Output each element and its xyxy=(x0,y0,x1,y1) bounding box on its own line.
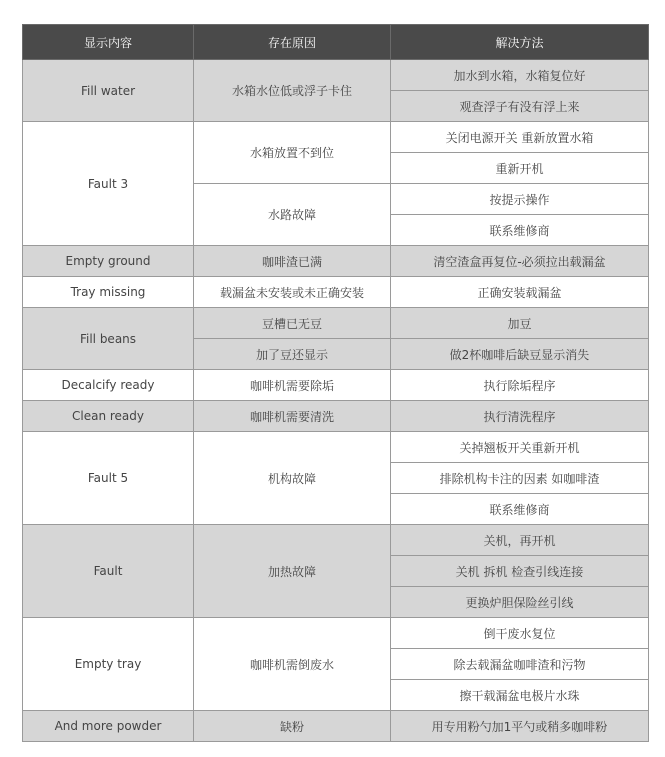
solution-cell: 联系维修商 xyxy=(391,494,649,525)
cause-cell: 载漏盆未安装或未正确安装 xyxy=(194,277,391,308)
display-cell: Fill water xyxy=(23,60,194,122)
solution-cell: 更换炉胆保险丝引线 xyxy=(391,587,649,618)
display-cell: Clean ready xyxy=(23,401,194,432)
table-row xyxy=(23,60,649,91)
cause-cell: 咖啡机需倒废水 xyxy=(194,618,391,711)
cause-cell: 加热故障 xyxy=(194,525,391,618)
display-cell: Fault 3 xyxy=(23,122,194,246)
solution-cell: 联系维修商 xyxy=(391,215,649,246)
table-row xyxy=(23,525,649,556)
solution-cell: 关闭电源开关 重新放置水箱 xyxy=(391,122,649,153)
solution-cell: 正确安装载漏盆 xyxy=(391,277,649,308)
cause-cell: 水路故障 xyxy=(194,184,391,246)
solution-cell: 做2杯咖啡后缺豆显示消失 xyxy=(391,339,649,370)
cause-cell: 咖啡机需要除垢 xyxy=(194,370,391,401)
troubleshooting-table xyxy=(22,24,649,742)
table-row xyxy=(23,246,649,277)
header-cause: 存在原因 xyxy=(194,25,391,60)
solution-cell: 倒干废水复位 xyxy=(391,618,649,649)
display-cell: Empty ground xyxy=(23,246,194,277)
display-cell: Empty tray xyxy=(23,618,194,711)
solution-cell: 除去载漏盆咖啡渣和污物 xyxy=(391,649,649,680)
display-cell: Fault xyxy=(23,525,194,618)
cause-cell: 咖啡渣已满 xyxy=(194,246,391,277)
table-row xyxy=(23,122,649,153)
cause-cell: 水箱放置不到位 xyxy=(194,122,391,184)
cause-cell: 豆槽已无豆 xyxy=(194,308,391,339)
cause-cell: 水箱水位低或浮子卡住 xyxy=(194,60,391,122)
solution-cell: 关机 拆机 检查引线连接 xyxy=(391,556,649,587)
solution-cell: 关机，再开机 xyxy=(391,525,649,556)
solution-cell: 加豆 xyxy=(391,308,649,339)
cause-cell: 缺粉 xyxy=(194,711,391,742)
table-row xyxy=(23,370,649,401)
solution-cell: 排除机构卡注的因素 如咖啡渣 xyxy=(391,463,649,494)
header-solution: 解决方法 xyxy=(391,25,649,60)
solution-cell: 重新开机 xyxy=(391,153,649,184)
table-row xyxy=(23,308,649,339)
display-cell: Decalcify ready xyxy=(23,370,194,401)
display-cell: Fill beans xyxy=(23,308,194,370)
table-row xyxy=(23,401,649,432)
table-header-row xyxy=(23,25,649,60)
solution-cell: 执行除垢程序 xyxy=(391,370,649,401)
table-row xyxy=(23,618,649,649)
solution-cell: 关掉翘板开关重新开机 xyxy=(391,432,649,463)
cause-cell: 加了豆还显示 xyxy=(194,339,391,370)
table-row xyxy=(23,277,649,308)
solution-cell: 加水到水箱，水箱复位好 xyxy=(391,60,649,91)
cause-cell: 机构故障 xyxy=(194,432,391,525)
display-cell: Tray missing xyxy=(23,277,194,308)
solution-cell: 观查浮子有没有浮上来 xyxy=(391,91,649,122)
solution-cell: 执行清洗程序 xyxy=(391,401,649,432)
header-display: 显示内容 xyxy=(23,25,194,60)
display-cell: And more powder xyxy=(23,711,194,742)
solution-cell: 擦干载漏盆电极片水珠 xyxy=(391,680,649,711)
table-body xyxy=(23,60,649,742)
cause-cell: 咖啡机需要清洗 xyxy=(194,401,391,432)
display-cell: Fault 5 xyxy=(23,432,194,525)
table-row xyxy=(23,432,649,463)
solution-cell: 按提示操作 xyxy=(391,184,649,215)
table-row xyxy=(23,711,649,742)
solution-cell: 清空渣盒再复位-必须拉出载漏盆 xyxy=(391,246,649,277)
solution-cell: 用专用粉勺加1平勺或稍多咖啡粉 xyxy=(391,711,649,742)
